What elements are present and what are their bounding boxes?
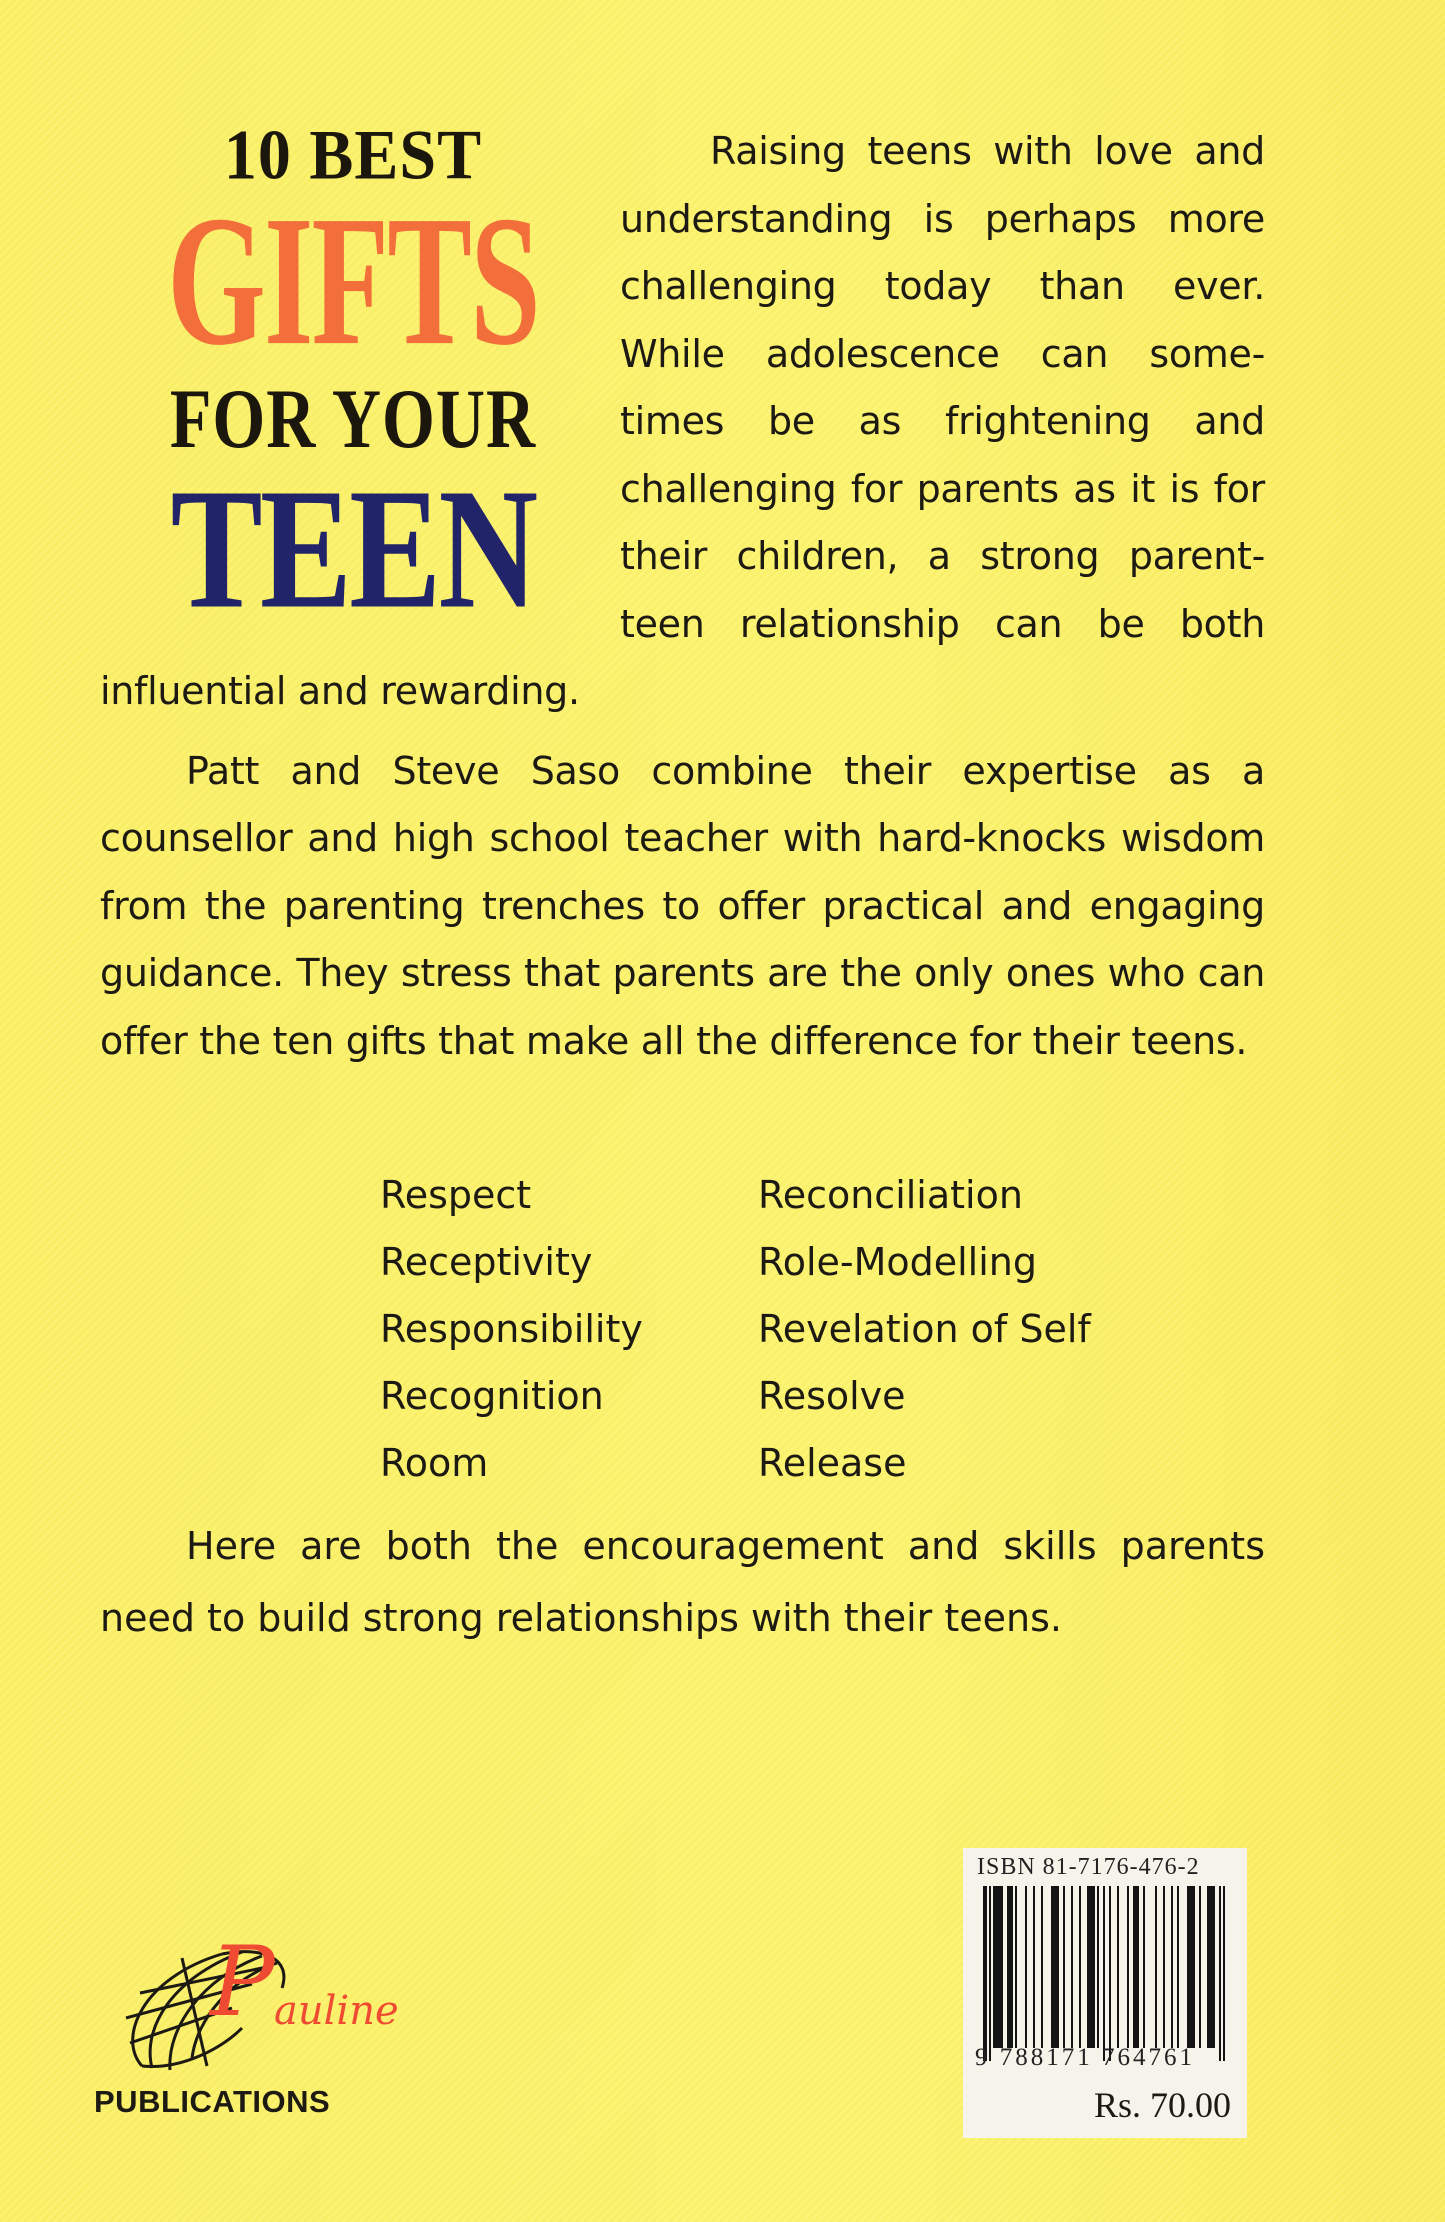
barcode-gap (1043, 1886, 1051, 1887)
barcode-bar (1163, 1886, 1165, 2048)
ean-digits: 9 788171 764761 (975, 2044, 1195, 2071)
barcode-bar (1177, 1886, 1179, 2048)
barcode-bar (1127, 1886, 1129, 2048)
barcode-bar (1097, 1886, 1099, 2048)
barcode-bar (993, 1886, 1003, 2048)
publisher-script-name (210, 1926, 399, 2038)
gift-item-right: Reconciliation (758, 1173, 1023, 1217)
barcode-bar (989, 1886, 991, 2061)
title-float-spacer (100, 118, 620, 653)
barcode-bar (1103, 1886, 1105, 2061)
barcode-bars (983, 1886, 1233, 2061)
blurb-closing-text: Here are both the encouragement and skills parents need to build strong relationships with their teens. (100, 1524, 1265, 1640)
gift-item-right: Release (758, 1441, 907, 1485)
title-line-10-best: 10 BEST (223, 116, 483, 195)
publisher-script-text: auline (274, 1988, 399, 2034)
barcode-bar (1025, 1886, 1027, 2048)
barcode-bar (1063, 1886, 1065, 2048)
title-line-for-your: FOR YOUR (169, 370, 537, 466)
barcode-bar (1087, 1886, 1095, 2048)
barcode-bar (1079, 1886, 1081, 2048)
barcode-gap (1179, 1886, 1187, 1887)
blurb-authors-text: Patt and Steve Saso combine their expertise as a counsellor and high school teacher with hard-knocks wisdom from the parenting trenches to offer practical and engaging guidance. They stress that parents are the only ones who can offer the ten gifts that make all the difference for their teens. (100, 748, 1265, 1063)
barcode-gap (1017, 1886, 1025, 1887)
barcode-bar (1117, 1886, 1119, 2048)
gift-item-left: Respect (380, 1173, 532, 1217)
blurb (100, 118, 1265, 1075)
barcode-bar (1171, 1886, 1173, 2048)
gift-item-right: Resolve (758, 1374, 906, 1418)
gift-item-left: Receptivity (380, 1240, 593, 1284)
barcode-bar (1143, 1886, 1145, 2048)
gift-item-left: Responsibility (380, 1307, 643, 1351)
barcode-bar (1219, 1886, 1221, 2061)
barcode-gap (1145, 1886, 1155, 1887)
title-line-gifts: GIFTS (167, 177, 539, 384)
barcode-bar (1015, 1886, 1017, 2048)
barcode-bar (1223, 1886, 1225, 2061)
publisher-initial: P (210, 1926, 275, 2038)
barcode-bar (1051, 1886, 1059, 2048)
barcode-bar (983, 1886, 987, 2061)
barcode-bar (1033, 1886, 1035, 2048)
publisher-publications-label: PUBLICATIONS (94, 2084, 331, 2119)
barcode-bar (1071, 1886, 1073, 2048)
gift-item-left: Room (380, 1441, 489, 1485)
barcode-bar (1133, 1886, 1139, 2048)
barcode-bar (1109, 1886, 1111, 2061)
price: Rs. 70.00 (1093, 2085, 1231, 2125)
gift-item-right: Revelation of Self (758, 1307, 1091, 1351)
title-line-teen: TEEN (170, 453, 536, 645)
barcode-bar (1041, 1886, 1043, 2048)
ten-gifts-list (380, 1162, 1180, 1497)
blurb-intro-text: Raising teens with love and understanding is perhaps more challenging today than ever. While adolescence can some-times be as frightening and challenging for parents as it is for their children, a strong parent-teen relationship can be both influential and rewarding. (100, 129, 1265, 713)
barcode-bar (1199, 1886, 1201, 2048)
barcode-bar (1187, 1886, 1195, 2048)
barcode-bar (1007, 1886, 1013, 2048)
gift-item-right: Role-Modelling (758, 1240, 1038, 1284)
barcode-gap (1119, 1886, 1127, 1887)
publisher-logo (92, 1926, 399, 2138)
blurb-authors-paragraph (100, 738, 1265, 1076)
blurb-closing-paragraph (100, 1510, 1265, 1654)
barcode-bar (1155, 1886, 1157, 2048)
barcode-label (963, 1848, 1247, 2138)
barcode-bar (1207, 1886, 1215, 2048)
gift-item-left: Recognition (380, 1374, 604, 1418)
isbn-number: ISBN 81-7176-476-2 (977, 1854, 1200, 1880)
